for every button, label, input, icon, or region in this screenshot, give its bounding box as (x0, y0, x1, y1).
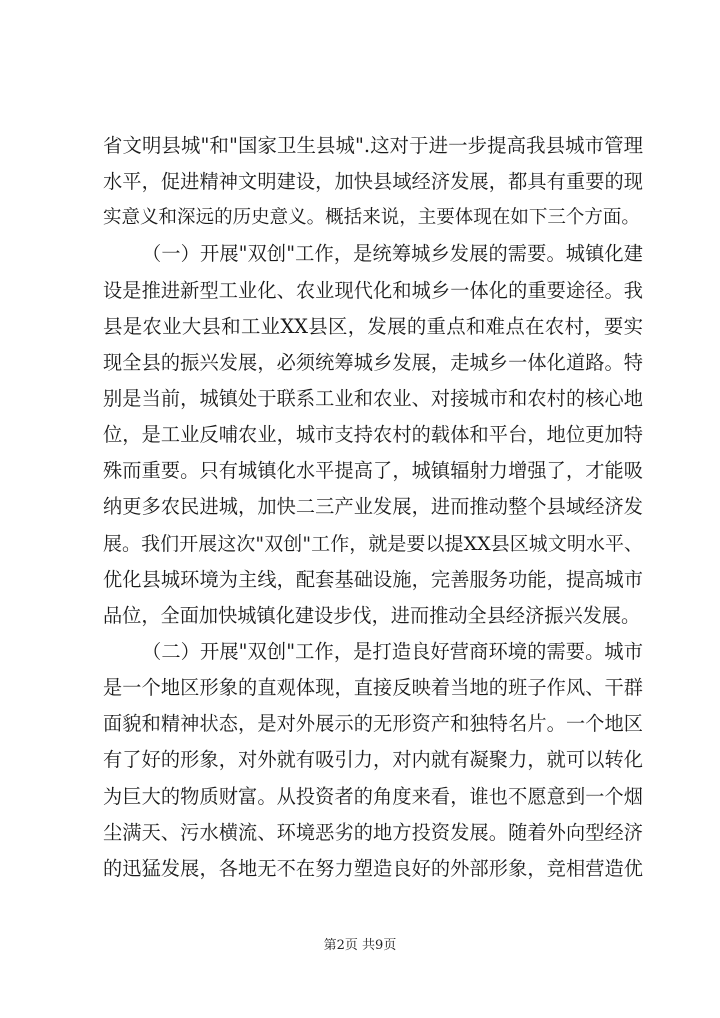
text-line-11: 纳更多农民进城，加快二三产业发展，进而推动整个县域经济发 (103, 495, 643, 519)
text-line-13: 优化县城环境为主线，配套基础设施，完善服务功能，提高城市 (103, 567, 643, 591)
text-line-16: 是一个地区形象的直观体现，直接反映着当地的班子作风、干群 (103, 676, 643, 700)
text-line-10: 殊而重要。只有城镇化水平提高了，城镇辐射力增强了，才能吸 (103, 459, 643, 483)
page-footer: 第2页 共9页 (323, 938, 397, 953)
text-line-21: 的迅猛发展，各地无不在努力塑造良好的外部形象，竞相营造优 (103, 856, 643, 880)
text-line-19: 为巨大的物质财富。从投资者的角度来看，谁也不愿意到一个烟 (103, 784, 643, 808)
text-line-5: 设是推进新型工业化、农业现代化和城乡一体化的重要途径。我 (103, 278, 643, 302)
text-line-20: 尘满天、污水横流、环境恶劣的地方投资发展。随着外向型经济 (103, 820, 643, 844)
text-line-2: 水平，促进精神文明建设，加快县域经济发展，都具有重要的现 (103, 170, 643, 194)
text-line-18: 有了好的形象，对外就有吸引力，对内就有凝聚力，就可以转化 (103, 748, 643, 772)
text-line-4: （一）开展"双创"工作，是统筹城乡发展的需要。城镇化建 (142, 242, 643, 266)
text-line-6: 县是农业大县和工业XX县区，发展的重点和难点在农村，要实 (103, 314, 643, 338)
text-line-9: 位，是工业反哺农业，城市支持农村的载体和平台，地位更加特 (103, 423, 643, 447)
text-line-8: 别是当前，城镇处于联系工业和农业、对接城市和农村的核心地 (103, 386, 643, 410)
text-line-3: 实意义和深远的历史意义。概括来说，主要体现在如下三个方面。 (103, 207, 640, 229)
text-line-1: 省文明县城"和"国家卫生县城".这对于进一步提高我县城市管理 (103, 134, 643, 157)
text-line-15: （二）开展"双创"工作，是打造良好营商环境的需要。城市 (142, 639, 643, 663)
text-line-7: 现全县的振兴发展，必须统筹城乡发展，走城乡一体化道路。特 (103, 350, 643, 374)
text-line-17: 面貌和精神状态，是对外展示的无形资产和独特名片。一个地区 (103, 712, 643, 736)
text-line-14: 品位，全面加快城镇化建设步伐，进而推动全县经济振兴发展。 (103, 603, 641, 627)
body-text (103, 128, 643, 887)
text-line-12: 展。我们开展这次"双创"工作，就是要以提XX县区城文明水平、 (103, 532, 643, 555)
